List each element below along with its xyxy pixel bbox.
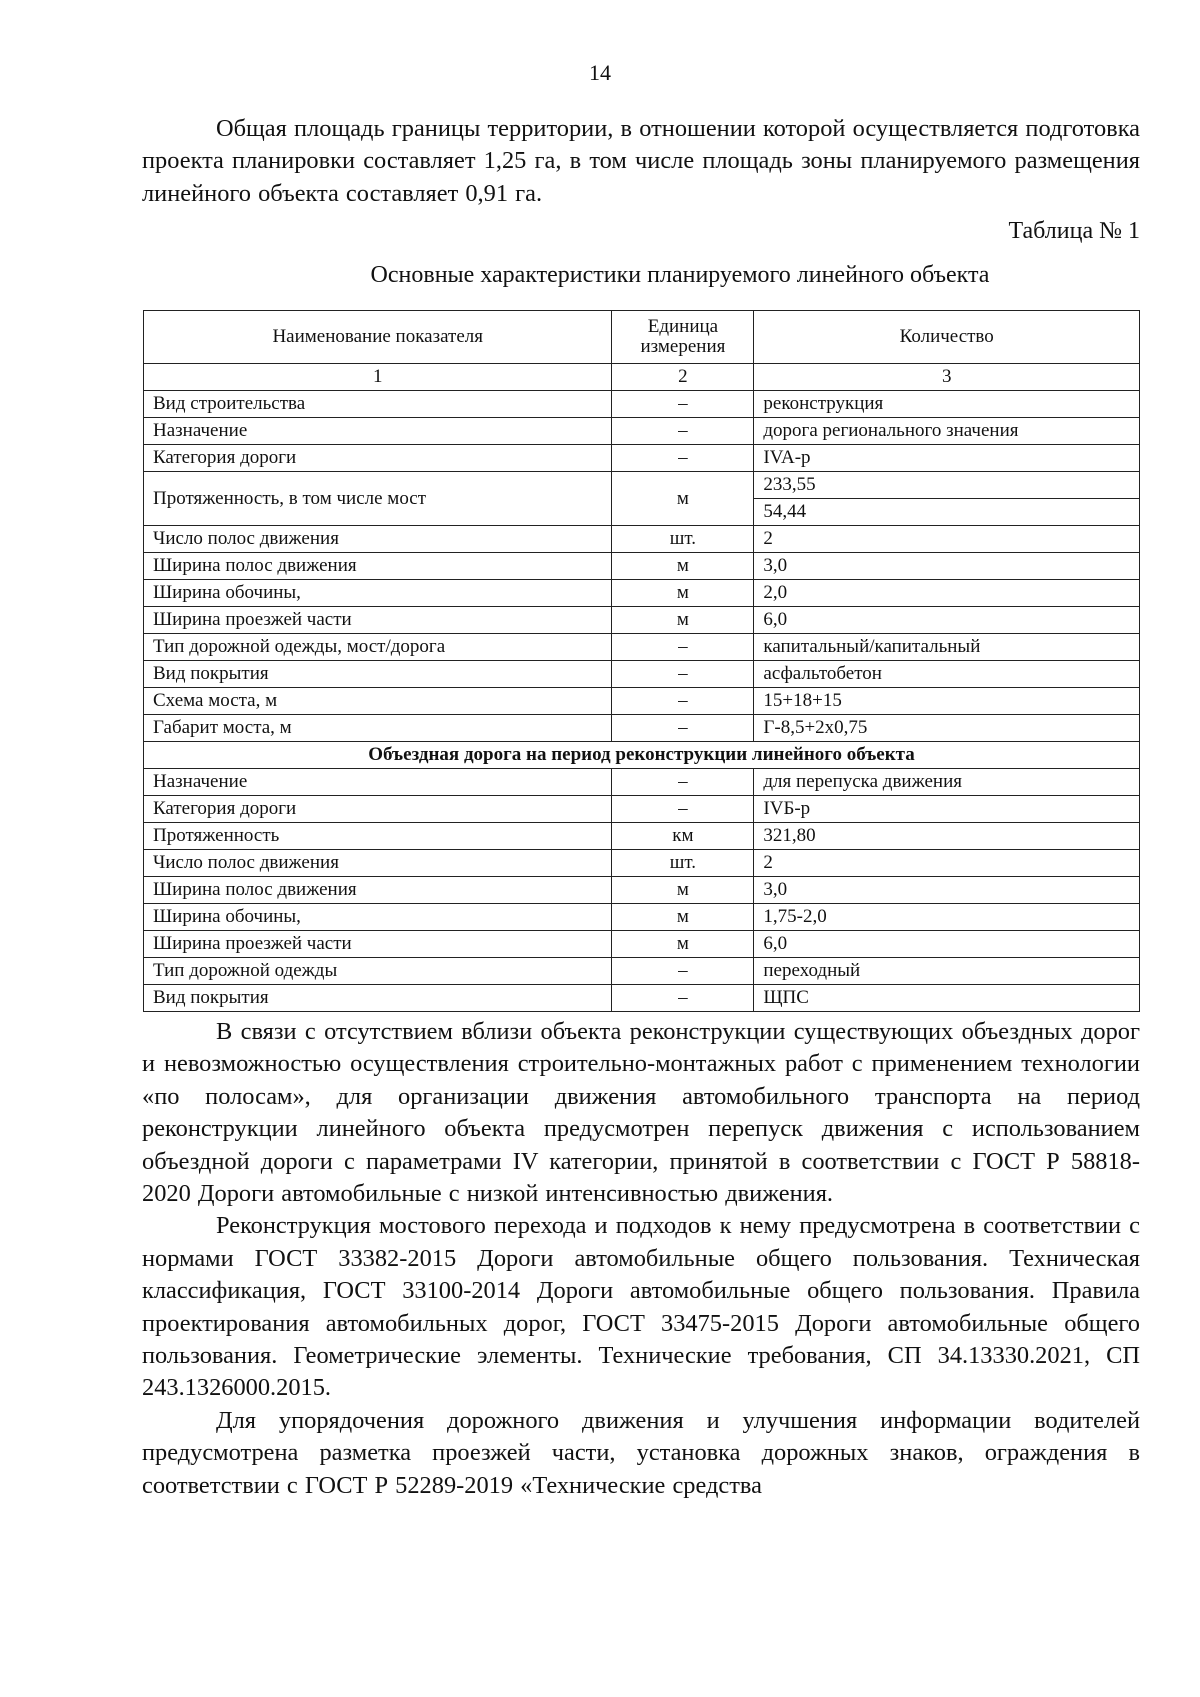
row-value: 233,55: [754, 472, 1140, 499]
row-unit: м: [612, 553, 754, 580]
row-name: Протяженность, в том числе мост: [144, 472, 612, 526]
row-name: Ширина проезжей части: [144, 931, 612, 958]
row-name: Ширина проезжей части: [144, 607, 612, 634]
row-name: Число полос движения: [144, 526, 612, 553]
row-unit: –: [612, 796, 754, 823]
row-value: дорога регионального значения: [754, 418, 1140, 445]
row-unit: –: [612, 445, 754, 472]
row-unit: м: [612, 877, 754, 904]
row-value: 2,0: [754, 580, 1140, 607]
row-name: Назначение: [144, 418, 612, 445]
row-value: 6,0: [754, 931, 1140, 958]
paragraph-detour: В связи с отсутствием вблизи объекта реконструкции существующих объездных дорог и невозможностью осуществления строительно-монтажных работ с применением технологии «по полосам», для организации движения автомобильного транспорта на период реконструкции линейного объекта предусмотрен перепуск движения с использованием объездной дороги с параметрами IV категории, принятой в соответствии с ГОСТ Р 58818-2020 Дороги автомобильные с низкой интенсивностью движения.: [142, 1018, 1140, 1208]
row-name: Тип дорожной одежды: [144, 958, 612, 985]
table-row: [144, 580, 1140, 607]
row-unit: м: [612, 931, 754, 958]
section-title: Объездная дорога на период реконструкции линейного объекта: [144, 742, 1140, 769]
table-row: [144, 958, 1140, 985]
table-title: Основные характеристики планируемого линейного объекта: [370, 262, 990, 288]
row-value: переходный: [754, 958, 1140, 985]
row-value: IVБ-р: [754, 796, 1140, 823]
table-row: [144, 472, 1140, 499]
row-unit: –: [612, 769, 754, 796]
table-row: [144, 445, 1140, 472]
table-row: [144, 985, 1140, 1012]
row-value: реконструкция: [754, 391, 1140, 418]
row-value: ЩПС: [754, 985, 1140, 1012]
table-row: [144, 607, 1140, 634]
row-name: Вид строительства: [144, 391, 612, 418]
row-value: 2: [754, 850, 1140, 877]
header-indicator-name: Наименование показателя: [144, 311, 612, 364]
table-row: [144, 688, 1140, 715]
row-value: 6,0: [754, 607, 1140, 634]
row-unit: м: [612, 904, 754, 931]
table-row: [144, 823, 1140, 850]
table-row: [144, 850, 1140, 877]
row-name: Назначение: [144, 769, 612, 796]
row-name: Вид покрытия: [144, 985, 612, 1012]
row-unit: –: [612, 985, 754, 1012]
row-value: для перепуска движения: [754, 769, 1140, 796]
row-value: 54,44: [754, 499, 1140, 526]
row-value: 15+18+15: [754, 688, 1140, 715]
table-row: [144, 418, 1140, 445]
section-row: [144, 742, 1140, 769]
row-unit: –: [612, 688, 754, 715]
row-value: капитальный/капитальный: [754, 634, 1140, 661]
row-unit: шт.: [612, 526, 754, 553]
paragraph-reconstruction: Реконструкция мостового перехода и подходов к нему предусмотрена в соответствии с нормами ГОСТ 33382-2015 Дороги автомобильные общего пользования. Техническая классификация, ГОСТ 33100-2014 Дороги автомобильные общего пользования. Правила проектирования автомобильных дорог, ГОСТ 33475-2015 Дороги автомобильные общего пользования. Геометрические элементы. Технические требования, СП 34.13330.2021, СП 243.1326000.2015.: [142, 1212, 1140, 1402]
table-row: [144, 634, 1140, 661]
row-unit: км: [612, 823, 754, 850]
row-unit: м: [612, 580, 754, 607]
row-name: Вид покрытия: [144, 661, 612, 688]
row-unit: –: [612, 418, 754, 445]
row-name: Габарит моста, м: [144, 715, 612, 742]
row-unit: м: [612, 607, 754, 634]
header-quantity: Количество: [754, 311, 1140, 364]
row-unit: –: [612, 958, 754, 985]
paragraph-traffic-management: Для упорядочения дорожного движения и улучшения информации водителей предусмотрена разметка проезжей части, установка дорожных знаков, ограждения в соответствии с ГОСТ Р 52289-2019 «Технические средства: [142, 1406, 1140, 1499]
intro-text: [142, 113, 1140, 210]
table-row: [144, 877, 1140, 904]
row-value: IVA-р: [754, 445, 1140, 472]
row-name: Категория дороги: [144, 445, 612, 472]
row-unit: м: [612, 472, 754, 526]
row-name: Схема моста, м: [144, 688, 612, 715]
header-unit: Единица измерения: [612, 311, 754, 364]
table-row: [144, 931, 1140, 958]
row-unit: шт.: [612, 850, 754, 877]
column-number: 1: [144, 364, 612, 391]
intro-paragraph: Общая площадь границы территории, в отношении которой осуществляется подготовка проекта планировки составляет 1,25 га, в том числе площадь зоны планируемого размещения линейного объекта составляет 0,91 га.: [142, 115, 1140, 207]
table-row: [144, 661, 1140, 688]
row-unit: –: [612, 661, 754, 688]
page-number: 14: [589, 60, 611, 85]
table-header-row: [144, 311, 1140, 364]
table-label: Таблица № 1: [1008, 218, 1140, 244]
column-number-row: [144, 364, 1140, 391]
row-unit: –: [612, 715, 754, 742]
row-value: 321,80: [754, 823, 1140, 850]
table-row: [144, 526, 1140, 553]
row-value: 3,0: [754, 877, 1140, 904]
row-name: Тип дорожной одежды, мост/дорога: [144, 634, 612, 661]
column-number: 3: [754, 364, 1140, 391]
body-text: [142, 1016, 1140, 1502]
row-value: Г-8,5+2х0,75: [754, 715, 1140, 742]
table-row: [144, 553, 1140, 580]
table-row: [144, 391, 1140, 418]
row-name: Ширина обочины,: [144, 580, 612, 607]
row-value: 1,75-2,0: [754, 904, 1140, 931]
row-name: Ширина полос движения: [144, 877, 612, 904]
row-name: Ширина обочины,: [144, 904, 612, 931]
row-value: 2: [754, 526, 1140, 553]
row-unit: –: [612, 391, 754, 418]
table-row: [144, 796, 1140, 823]
row-name: Категория дороги: [144, 796, 612, 823]
row-value: 3,0: [754, 553, 1140, 580]
row-value: асфальтобетон: [754, 661, 1140, 688]
characteristics-table: [143, 310, 1140, 1012]
table-row: [144, 715, 1140, 742]
row-name: Ширина полос движения: [144, 553, 612, 580]
table-body: [144, 364, 1140, 1012]
row-unit: –: [612, 634, 754, 661]
row-name: Число полос движения: [144, 850, 612, 877]
row-name: Протяженность: [144, 823, 612, 850]
table-row: [144, 904, 1140, 931]
table-row: [144, 769, 1140, 796]
column-number: 2: [612, 364, 754, 391]
